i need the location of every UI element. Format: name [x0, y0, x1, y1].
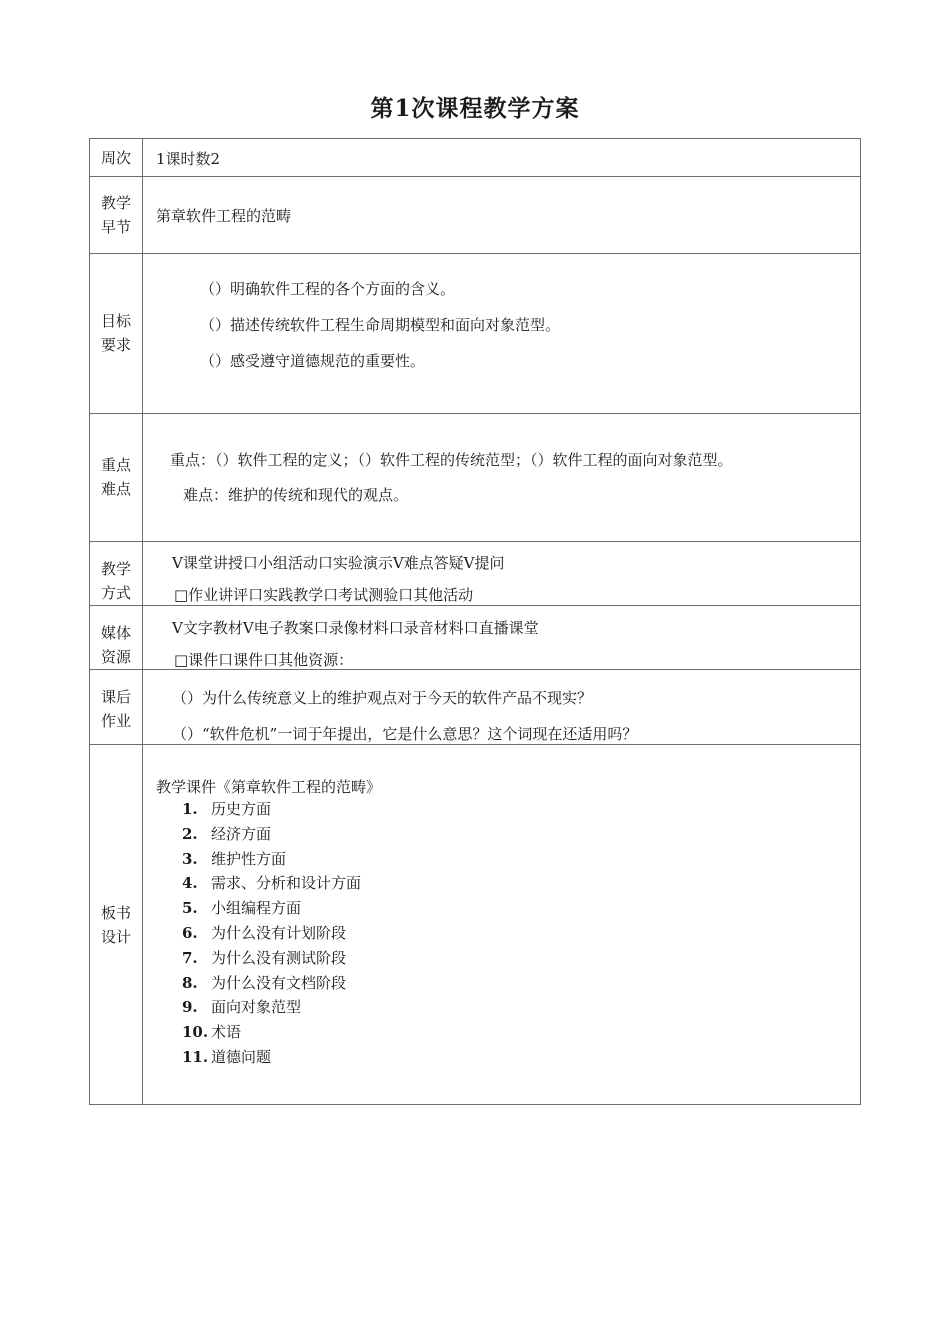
list-item: 9. 面向对象范型 [182, 998, 302, 1017]
page-title: 第1次课程教学方案 [370, 95, 580, 122]
board-outline-list [182, 799, 361, 1072]
homework-question: （）“软件危机”一词于年提出，它是什么意思？这个词现在还适用吗？ [172, 725, 638, 743]
goal-item: （）明确软件工程的各个方面的含义。 [200, 280, 456, 298]
media-line-1: V文字教材V电子教案口录像材料口录音材料口直播课堂 [172, 619, 539, 637]
list-item: 5. 小组编程方面 [182, 899, 302, 918]
lesson-plan-table [89, 138, 861, 1105]
week-label: 周次 [100, 149, 131, 167]
column-divider [142, 139, 143, 1104]
goal-item: （）感受遵守道德规范的重要性。 [200, 352, 426, 370]
method-line-1: V课堂讲授口小组活动口实验演示V难点答疑V提问 [172, 554, 505, 572]
list-item: 2. 经济方面 [182, 824, 272, 843]
method-line-2: □作业讲评口实践教学口考试测验口其他活动 [174, 586, 474, 604]
homework-label: 课后 作业 [100, 688, 131, 730]
difficult-points-text: 难点：维护的传统和现代的观点。 [183, 486, 409, 504]
section-value: 第章软件工程的范畴 [156, 207, 292, 225]
goal-item: （）描述传统软件工程生命周期模型和面向对象范型。 [200, 316, 561, 334]
row-divider [90, 413, 860, 414]
media-line-2: □课件口课件口其他资源： [174, 651, 354, 669]
list-item: 1. 历史方面 [182, 800, 272, 818]
list-item: 11. 道德问题 [182, 1047, 272, 1066]
list-item: 6. 为什么没有计划阶段 [182, 923, 347, 942]
row-divider [90, 541, 860, 542]
key-points-label: 重点 难点 [100, 456, 131, 498]
list-item: 8. 为什么没有文档阶段 [182, 973, 347, 992]
goals-label: 目标 要求 [100, 312, 131, 354]
list-item: 7. 为什么没有测试阶段 [182, 948, 347, 967]
homework-question: （）为什么传统意义上的维护观点对于今天的软件产品不现实？ [172, 689, 593, 707]
list-item: 3. 维护性方面 [182, 849, 287, 868]
row-divider [90, 253, 860, 254]
list-item: 10. 术语 [182, 1023, 242, 1042]
key-points-text: 重点：（）软件工程的定义；（）软件工程的传统范型；（）软件工程的面向对象范型。 [170, 451, 733, 469]
section-label: 教学 早节 [100, 194, 131, 236]
row-divider [90, 744, 860, 745]
week-value: 1课时数2 [156, 150, 221, 168]
row-divider [90, 605, 860, 606]
media-label: 媒体 资源 [100, 624, 131, 666]
board-heading: 教学课件《第章软件工程的范畴》 [156, 778, 382, 796]
method-label: 教学 方式 [100, 560, 131, 602]
board-label: 板书 设计 [100, 904, 131, 946]
row-divider [90, 176, 860, 177]
list-item: 4. 需求、分析和设计方面 [182, 874, 362, 893]
